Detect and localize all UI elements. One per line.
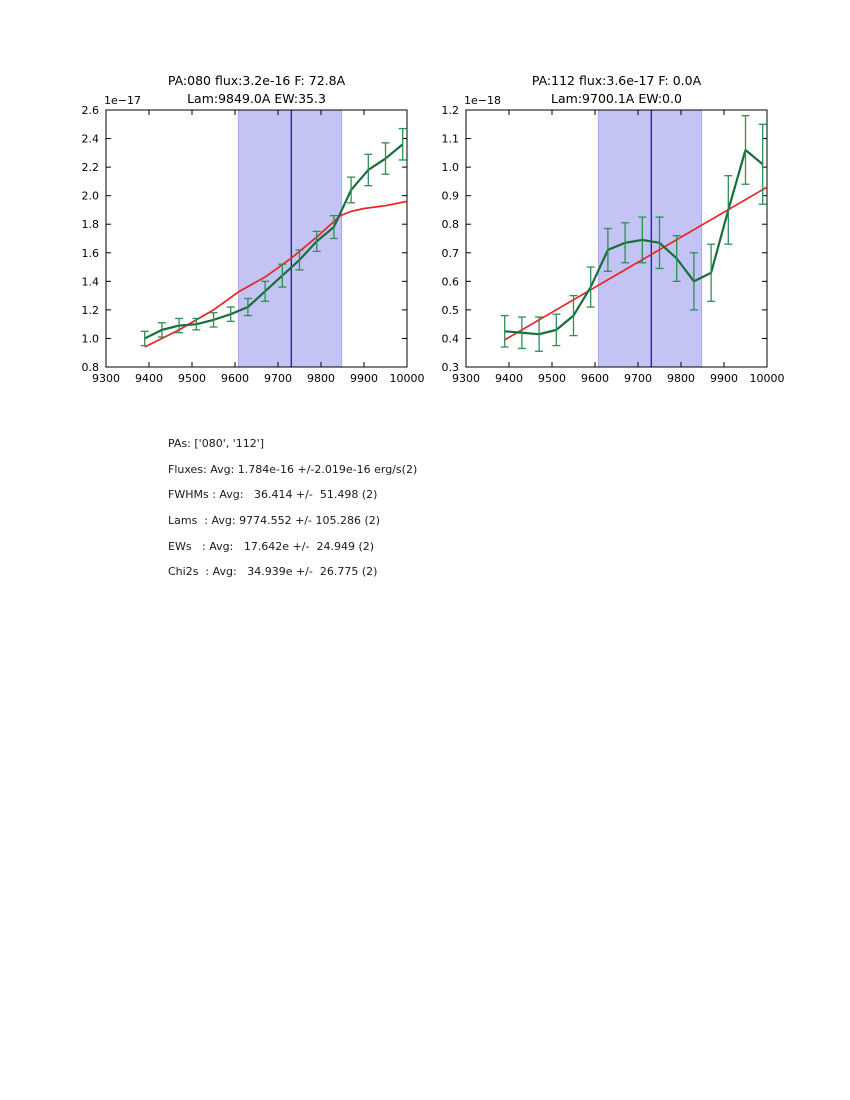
- x-tick-label: 10000: [389, 372, 425, 385]
- y-axis-offset-label: 1e−17: [104, 94, 141, 107]
- x-tick-label: 10000: [749, 372, 785, 385]
- plot-title-line2: Lam:9700.1A EW:0.0: [551, 91, 682, 106]
- x-tick-label: 9400: [135, 372, 163, 385]
- plot-pa-080: [82, 73, 425, 385]
- integration-band: [598, 110, 701, 367]
- plot-title-line1: PA:112 flux:3.6e-17 F: 0.0A: [531, 73, 702, 88]
- y-tick-label: 1.8: [81, 218, 99, 232]
- x-tick-label: 9600: [581, 372, 609, 385]
- x-tick-label: 9900: [350, 372, 378, 385]
- y-tick-label: 0.6: [441, 275, 459, 289]
- y-tick-label: 1.6: [81, 246, 99, 260]
- y-tick-label: 2.6: [81, 104, 99, 117]
- y-tick-label: 2.2: [81, 161, 99, 175]
- x-tick-label: 9600: [221, 372, 249, 385]
- figure-canvas: [0, 0, 850, 410]
- y-tick-label: 1.4: [81, 275, 99, 289]
- x-tick-label: 9500: [538, 372, 566, 385]
- x-tick-label: 9300: [92, 372, 120, 385]
- x-tick-label: 9500: [178, 372, 206, 385]
- stats-line-fluxes: Fluxes: Avg: 1.784e-16 +/-2.019e-16 erg/s(2): [168, 462, 418, 476]
- x-tick-label: 9700: [264, 372, 292, 385]
- x-tick-label: 9800: [307, 372, 335, 385]
- x-tick-label: 9700: [624, 372, 652, 385]
- y-tick-label: 1.0: [441, 161, 459, 175]
- stats-line-chi2s: Chi2s : Avg: 34.939e +/- 26.775 (2): [168, 565, 378, 579]
- integration-band: [238, 110, 341, 367]
- x-tick-label: 9900: [710, 372, 738, 385]
- y-axis-offset-label: 1e−18: [464, 94, 501, 107]
- stats-line-pas: PAs: ['080', '112']: [168, 437, 265, 450]
- y-tick-label: 0.8: [81, 361, 99, 374]
- plot-pa-112: [442, 73, 785, 385]
- plot-title-line2: Lam:9849.0A EW:35.3: [187, 91, 326, 106]
- y-tick-label: 1.2: [81, 303, 99, 317]
- plot-title-line1: PA:080 flux:3.2e-16 F: 72.8A: [167, 73, 346, 88]
- y-tick-label: 0.7: [441, 246, 459, 260]
- y-tick-label: 0.9: [441, 189, 459, 203]
- y-tick-label: 0.4: [441, 332, 459, 346]
- y-tick-label: 2.4: [81, 132, 99, 146]
- y-tick-label: 0.5: [441, 303, 459, 317]
- stats-block: [168, 431, 417, 585]
- y-tick-label: 0.3: [441, 361, 459, 374]
- x-tick-label: 9800: [667, 372, 695, 385]
- y-tick-label: 1.0: [81, 332, 99, 346]
- x-tick-label: 9300: [452, 372, 480, 385]
- y-tick-label: 2.0: [81, 189, 99, 203]
- stats-line-lams: Lams : Avg: 9774.552 +/- 105.286 (2): [168, 514, 381, 528]
- y-tick-label: 0.8: [441, 218, 459, 232]
- y-tick-label: 1.2: [441, 104, 459, 117]
- y-tick-label: 1.1: [441, 132, 459, 146]
- stats-line-fwhms: FWHMs : Avg: 36.414 +/- 51.498 (2): [168, 488, 378, 502]
- stats-line-ews: EWs : Avg: 17.642e +/- 24.949 (2): [168, 539, 375, 553]
- x-tick-label: 9400: [495, 372, 523, 385]
